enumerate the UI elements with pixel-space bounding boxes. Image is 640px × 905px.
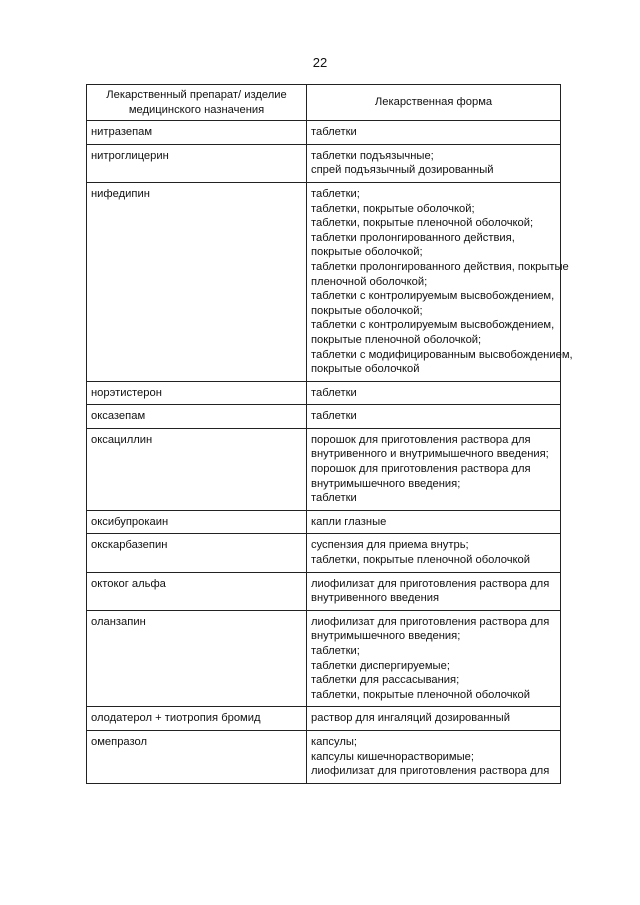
drug-name-cell: оланзапин xyxy=(87,610,307,707)
table-row xyxy=(87,428,561,510)
dosage-form-line: таблетки, покрытые оболочкой; xyxy=(311,202,475,215)
dosage-form-cell xyxy=(307,572,561,610)
table-row xyxy=(87,572,561,610)
drug-name-cell: нифедипин xyxy=(87,182,307,381)
drug-name-cell: омепразол xyxy=(87,730,307,783)
dosage-form-line: спрей подъязычный дозированный xyxy=(311,164,494,177)
dosage-form-line: капсулы; xyxy=(311,735,358,748)
dosage-form-line: таблетки пролонгированного действия, xyxy=(311,231,515,244)
table-row xyxy=(87,121,561,145)
drug-name-cell: окскарбазепин xyxy=(87,534,307,572)
dosage-form-line: таблетки, покрытые пленочной оболочкой xyxy=(311,554,531,567)
dosage-form-line: лиофилизат для приготовления раствора для xyxy=(311,577,550,590)
dosage-form-line: таблетки; xyxy=(311,645,360,657)
dosage-form-line: таблетки пролонгированного действия, покрытые xyxy=(311,260,569,273)
table-row xyxy=(87,707,561,731)
drug-table xyxy=(86,84,573,784)
dosage-form-line: лиофилизат для приготовления раствора для xyxy=(311,615,550,628)
dosage-form-line: внутривенного и внутримышечного введения; xyxy=(311,448,549,461)
dosage-form-line: покрытые пленочной оболочкой; xyxy=(311,333,482,346)
dosage-form-cell xyxy=(307,534,561,572)
dosage-form-cell xyxy=(307,510,561,534)
dosage-form-line: таблетки, покрытые пленочной оболочкой; xyxy=(311,217,534,230)
dosage-form-cell xyxy=(307,121,561,145)
dosage-form-line: таблетки; xyxy=(311,187,360,200)
drug-name-cell: нитроглицерин xyxy=(87,144,307,182)
dosage-form-line: таблетки для рассасывания; xyxy=(311,674,460,687)
table-row xyxy=(87,144,561,182)
dosage-form-line: таблетки подъязычные; xyxy=(311,149,434,162)
dosage-form-cell xyxy=(307,730,561,783)
drug-name-cell: оксазепам xyxy=(87,405,307,429)
dosage-form-cell xyxy=(307,610,561,707)
dosage-form-line: таблетки, покрытые пленочной оболочкой xyxy=(311,688,531,701)
dosage-form-line: таблетки с модифицированным высвобождением, xyxy=(311,348,573,361)
dosage-form-line: таблетки xyxy=(311,126,357,139)
dosage-form-cell xyxy=(307,428,561,510)
dosage-form-line: суспензия для приема внутрь; xyxy=(311,539,469,552)
dosage-form-cell xyxy=(307,381,561,405)
header-drug: Лекарственный препарат/ изделие медицинского назначения xyxy=(87,85,307,121)
dosage-form-line: таблетки с контролируемым высвобождением, xyxy=(311,290,555,303)
dosage-form-line: порошок для приготовления раствора для xyxy=(311,433,531,446)
dosage-form-line: таблетки xyxy=(311,410,357,423)
dosage-form-line: раствор для ингаляций дозированный xyxy=(311,712,510,725)
dosage-form-cell xyxy=(307,707,561,731)
table-row xyxy=(87,510,561,534)
header-form: Лекарственная форма xyxy=(307,85,561,121)
drug-name-cell: олодатерол + тиотропия бромид xyxy=(87,707,307,731)
drug-name-cell: оксибупрокаин xyxy=(87,510,307,534)
dosage-form-line: лиофилизат для приготовления раствора для xyxy=(311,765,550,778)
dosage-form-cell xyxy=(307,182,573,381)
dosage-form-line: капли глазные xyxy=(311,515,387,528)
drug-name-cell: оксациллин xyxy=(87,428,307,510)
table-header-row xyxy=(87,85,561,121)
drug-name-cell: октоког альфа xyxy=(87,572,307,610)
dosage-form-line: таблетки с контролируемым высвобождением, xyxy=(311,319,555,332)
table-row xyxy=(87,730,561,783)
dosage-form-cell xyxy=(307,144,561,182)
drug-name-cell: нитразепам xyxy=(87,121,307,145)
dosage-form-line: капсулы кишечнорастворимые; xyxy=(311,750,474,763)
dosage-form-line: покрытые оболочкой; xyxy=(311,304,423,317)
dosage-form-line: внутримышечного введения; xyxy=(311,477,461,490)
drug-name-cell: норэтистерон xyxy=(87,381,307,405)
table-body xyxy=(87,121,573,784)
table-row xyxy=(87,381,561,405)
table-row xyxy=(87,610,561,707)
page-number: 22 xyxy=(312,55,328,70)
table-row xyxy=(87,405,561,429)
dosage-form-line: таблетки xyxy=(311,492,357,505)
table-row xyxy=(87,182,561,381)
dosage-form-line: покрытые оболочкой xyxy=(311,363,420,376)
dosage-form-line: порошок для приготовления раствора для xyxy=(311,463,531,476)
table-row xyxy=(87,534,561,572)
dosage-form-line: таблетки xyxy=(311,386,357,399)
dosage-form-line: пленочной оболочкой; xyxy=(311,275,428,288)
dosage-form-line: таблетки диспергируемые; xyxy=(311,659,450,672)
dosage-form-line: внутримышечного введения; xyxy=(311,630,461,643)
dosage-form-cell xyxy=(307,405,561,429)
dosage-form-line: внутривенного введения xyxy=(311,592,440,605)
dosage-form-line: покрытые оболочкой; xyxy=(311,246,423,259)
